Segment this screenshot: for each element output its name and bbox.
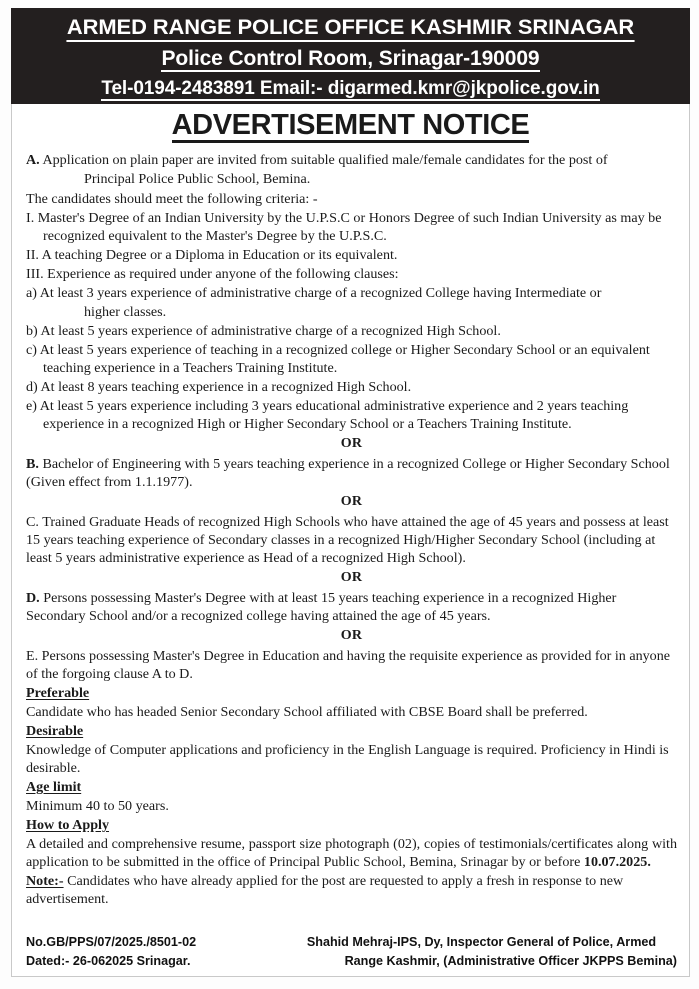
roman-item-iii [26, 265, 677, 283]
footer-row [26, 933, 681, 972]
or-separator-3: OR [340, 569, 363, 585]
lettered-item-c [26, 341, 677, 377]
page-title-text: ADVERTISEMENT NOTICE [172, 110, 530, 143]
or-separator-1: OR [340, 435, 363, 451]
clause-d-text: Persons possessing Master's Degree with at least 15 years teaching experience in a recognized Higher Secondary School and/or a recognized college having attained the age of 45 years. [26, 589, 617, 624]
issue-date: Dated:- 26-062025 Srinagar. [26, 954, 191, 969]
lettered-item-e-text: At least 5 years experience including 3 years educational administrative experience and 2 years teaching experience in a recognized High or Higher Secondary School or a Teachers Training Institute. [39, 397, 629, 432]
preferable-text: Candidate who has headed Senior Secondary School affiliated with CBSE Board shall be preferred. [26, 703, 588, 720]
office-address-text: Police Control Room, Srinagar-190009 [161, 46, 540, 70]
roman-item-ii-text: A teaching Degree or a Diploma in Education or its equivalent. [41, 246, 398, 263]
clause-e [26, 647, 677, 683]
how-to-apply-text [26, 835, 677, 871]
roman-item-i [26, 209, 677, 245]
lettered-item-c-text: At least 5 years experience of teaching in a recognized college or Higher Secondary School or an equivalent teaching experience in a Teachers Training Institute. [39, 341, 650, 376]
clause-a-text: Application on plain paper are invited from suitable qualified male/female candidates for the post of [42, 152, 608, 169]
clause-d [26, 589, 677, 625]
roman-item-ii-label: II. [26, 246, 39, 263]
or-separator-2: OR [340, 493, 363, 509]
page-title [12, 110, 689, 143]
notice-content [12, 145, 689, 908]
lettered-item-a-continued: higher classes. [84, 303, 167, 320]
office-address-line [11, 42, 690, 72]
office-contact-line [11, 72, 690, 101]
clause-e-label: E. [26, 647, 39, 664]
desirable-text: Knowledge of Computer applications and proficiency in the English Language is required. Proficiency in Hindi is desirable. [26, 741, 669, 776]
signatory-line-1: Shahid Mehraj-IPS, Dy, Inspector General of Police, Armed [306, 934, 657, 949]
desirable-heading [26, 722, 677, 740]
lettered-item-b-text: At least 5 years experience of administrative charge of a recognized High School. [40, 322, 501, 339]
notice-footer [12, 933, 689, 972]
clause-c-label: C. [26, 513, 39, 530]
desirable-heading-text: Desirable [26, 722, 84, 739]
clause-a [26, 151, 677, 169]
letterhead-banner [11, 8, 690, 104]
lettered-item-d-label: d) [26, 378, 38, 395]
lettered-item-d-text: At least 8 years teaching experience in a recognized High School. [40, 378, 412, 395]
preferable-heading-text: Preferable [26, 684, 90, 701]
office-contact-text: Tel-0194-2483891 Email:- digarmed.kmr@jkpolice.gov.in [101, 77, 600, 99]
footer-signatory-block [286, 933, 681, 972]
roman-item-i-text: Master's Degree of an Indian University by the U.P.S.C or Honors Degree of such Indian University as may be recognized equivalent to the Master's Degree by the U.P.S.C. [37, 209, 662, 244]
note-text: Candidates who have already applied for the post are requested to apply a fresh in response to new advertisement. [26, 873, 624, 908]
clause-c [26, 513, 677, 567]
clause-d-label: D. [26, 589, 40, 606]
criteria-intro: The candidates should meet the following criteria: - [26, 190, 318, 207]
roman-item-ii [26, 246, 677, 264]
clause-b-text: Bachelor of Engineering with 5 years teaching experience in a recognized College or Higher Secondary School (Given effect from 1.1.1977). [26, 455, 670, 490]
lettered-item-c-label: c) [26, 341, 37, 358]
clause-b [26, 455, 677, 491]
preferable-heading [26, 684, 677, 702]
roman-item-iii-text: Experience as required under anyone of the following clauses: [47, 265, 399, 282]
how-to-apply-heading [26, 816, 677, 834]
clause-a-continued: Principal Police Public School, Bemina. [84, 171, 311, 188]
roman-item-iii-label: III. [26, 265, 44, 282]
age-limit-text: Minimum 40 to 50 years. [26, 798, 169, 814]
lettered-item-e [26, 397, 677, 433]
or-separator-4: OR [340, 627, 363, 643]
office-name-line [11, 13, 690, 42]
age-limit-heading [26, 778, 677, 796]
office-name-text: ARMED RANGE POLICE OFFICE KASHMIR SRINAGAR [67, 17, 634, 42]
how-to-apply-body: A detailed and comprehensive resume, passport size photograph (02), copies of testimonials/certificates along with application to be submitted in the office of Principal Public School, Bemina, Srinagar by or before [26, 836, 677, 871]
lettered-item-e-label: e) [26, 397, 37, 414]
lettered-item-b-label: b) [26, 322, 38, 339]
lettered-item-a-text: At least 3 years experience of administrative charge of a recognized College having Intermediate or [39, 284, 602, 301]
clause-a-label: A. [26, 152, 40, 169]
lettered-item-a-label: a) [26, 284, 37, 301]
application-deadline: 10.07.2025. [583, 854, 651, 871]
roman-item-i-label: I. [26, 209, 35, 226]
lettered-item-a [26, 284, 677, 302]
age-limit-heading-text: Age limit [26, 778, 82, 795]
footer-reference-block [26, 933, 286, 972]
notice-body-frame [11, 104, 690, 977]
signatory-line-2: Range Kashmir, (Administrative Officer JKPPS Bemina) [344, 954, 677, 969]
reference-number: No.GB/PPS/07/2025./8501-02 [26, 934, 197, 949]
lettered-item-b [26, 322, 677, 340]
clause-c-text: Trained Graduate Heads of recognized High Schools who have attained the age of 45 years and possess at least 15 years teaching experience of Secondary classes in a recognized High/Higher Secondary School (including at least 5 years administrative experience as Head of a recognized High School). [26, 513, 669, 566]
note-paragraph [26, 872, 677, 908]
clause-e-text: Persons possessing Master's Degree in Education and having the requisite experience as provided for in anyone of the forgoing clause A to D. [26, 647, 671, 682]
lettered-item-d [26, 378, 677, 396]
clause-b-label: B. [26, 455, 39, 472]
how-to-apply-heading-text: How to Apply [26, 817, 110, 834]
note-label: Note:- [26, 873, 64, 890]
